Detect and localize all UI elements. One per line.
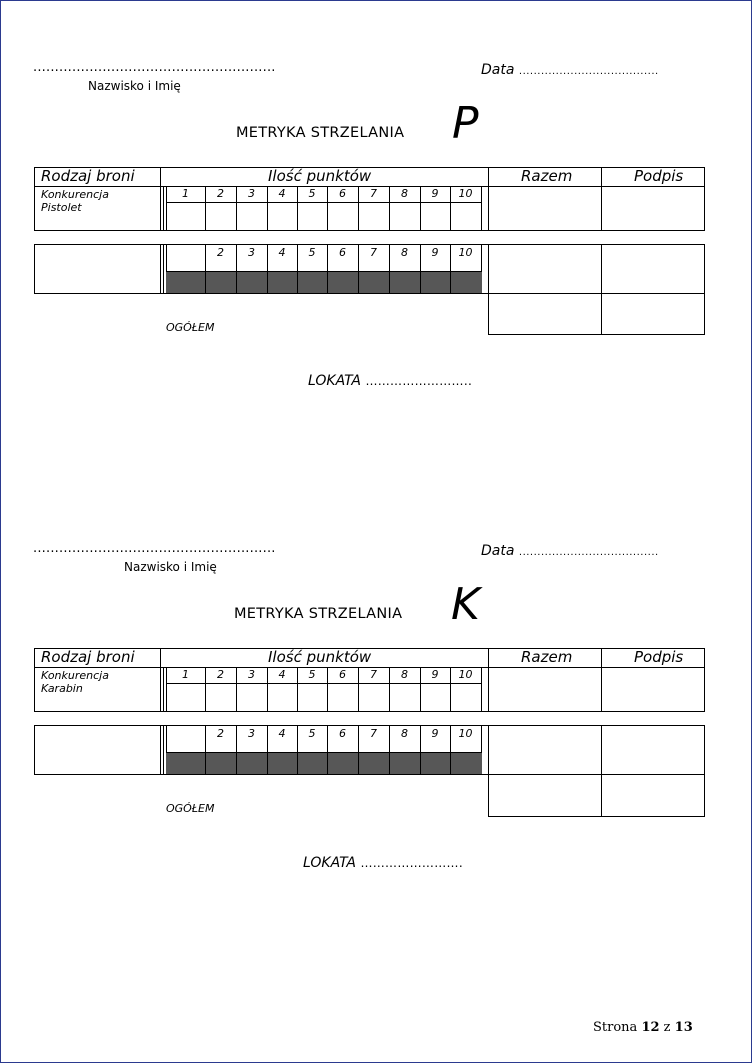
- ogolem-signature-cell[interactable]: [602, 294, 704, 334]
- date-label: Data: [481, 62, 515, 78]
- shot-number: 5: [308, 727, 316, 740]
- date-dots: ......................................: [518, 66, 659, 77]
- shot-number: 2: [217, 727, 224, 740]
- total-cell[interactable]: [489, 668, 600, 711]
- shot-score-cell[interactable]: [167, 684, 205, 711]
- form-letter: P: [452, 98, 479, 149]
- date-label: Data: [481, 543, 515, 559]
- shot-score-cell[interactable]: [298, 203, 327, 230]
- footer-page-number: 12: [641, 1020, 660, 1035]
- shot-number: 6: [339, 246, 346, 259]
- shot-score-cell[interactable]: [359, 684, 389, 711]
- lokata-label: LOKATA: [303, 855, 356, 871]
- date-dots: ......................................: [518, 547, 659, 558]
- shot-score-cell[interactable]: [206, 203, 236, 230]
- weapon-cell[interactable]: [35, 726, 159, 774]
- shot-number: 7: [370, 727, 377, 740]
- shot-number: 4: [278, 246, 286, 259]
- ogolem-label: OGÓŁEM: [166, 321, 215, 334]
- shaded-row: [166, 753, 482, 774]
- competition-value: Pistolet: [41, 201, 82, 214]
- lokata-dots: ……………………..: [365, 374, 473, 388]
- shot-score-cell[interactable]: [451, 684, 481, 711]
- total-cell-2[interactable]: [489, 726, 600, 774]
- form-title: METRYKA STRZELANIA: [236, 125, 405, 141]
- shot-score-cell[interactable]: [421, 684, 450, 711]
- shot-number: 10: [458, 727, 473, 740]
- weapon-cell[interactable]: [35, 245, 159, 293]
- shot-score-cell[interactable]: [167, 203, 205, 230]
- shot-number: 4: [278, 668, 286, 681]
- shaded-row: [166, 272, 482, 293]
- shot-score-cell[interactable]: [390, 203, 420, 230]
- shot-number: 7: [370, 187, 377, 200]
- shot-number: 10: [458, 187, 473, 200]
- shot-score-cell[interactable]: [206, 684, 236, 711]
- shot-number: 3: [248, 246, 255, 259]
- lokata-field[interactable]: [308, 373, 472, 389]
- date-field[interactable]: [481, 62, 659, 78]
- shot-number: 10: [458, 668, 473, 681]
- shot-number: 7: [370, 668, 377, 681]
- shot-score-cell[interactable]: [359, 203, 389, 230]
- shot-number: 3: [248, 668, 255, 681]
- form-letter: K: [451, 579, 480, 630]
- name-label: Nazwisko i Imię: [124, 560, 217, 574]
- footer-strona: Strona: [593, 1020, 638, 1035]
- shot-number: 5: [308, 668, 316, 681]
- shot-number: 8: [401, 668, 408, 681]
- lokata-dots: …………………….: [360, 856, 463, 870]
- header-signature: Podpis: [634, 648, 684, 666]
- ogolem-label: OGÓŁEM: [166, 802, 215, 815]
- ogolem-total-cell[interactable]: [489, 775, 600, 815]
- shot-number: 6: [339, 727, 346, 740]
- ogolem-signature-cell[interactable]: [602, 775, 704, 815]
- header-total: Razem: [521, 167, 573, 185]
- date-field[interactable]: [481, 543, 659, 559]
- shot-number: 6: [339, 187, 346, 200]
- signature-cell-2[interactable]: [602, 245, 704, 293]
- signature-cell[interactable]: [602, 187, 704, 230]
- shot-number: 3: [248, 727, 255, 740]
- shot-score-cell[interactable]: [268, 684, 297, 711]
- shot-score-cell[interactable]: [237, 203, 267, 230]
- shot-number: 9: [431, 246, 439, 259]
- shot-number: 5: [308, 187, 316, 200]
- name-dotted-line[interactable]: ........................................................: [33, 60, 276, 75]
- shot-number: 6: [339, 668, 346, 681]
- header-weapon: Rodzaj broni: [41, 167, 135, 185]
- shot-number: 1: [182, 187, 189, 200]
- total-cell-2[interactable]: [489, 245, 600, 293]
- shot-number: 7: [370, 246, 377, 259]
- shot-number: 4: [278, 187, 286, 200]
- form-title: METRYKA STRZELANIA: [234, 606, 403, 622]
- shot-number: 9: [431, 187, 439, 200]
- header-points: Ilość punktów: [268, 167, 372, 185]
- signature-cell[interactable]: [602, 668, 704, 711]
- shot-score-cell[interactable]: [328, 203, 358, 230]
- shot-number: 4: [278, 727, 286, 740]
- shot-score-cell[interactable]: [268, 203, 297, 230]
- shot-score-cell[interactable]: [237, 684, 267, 711]
- name-label: Nazwisko i Imię: [88, 79, 181, 93]
- competition-label: Konkurencja: [41, 188, 109, 201]
- shot-number: 8: [401, 246, 408, 259]
- shot-number: 2: [217, 187, 224, 200]
- shot-score-cell[interactable]: [451, 203, 481, 230]
- name-dotted-line[interactable]: ........................................................: [33, 541, 276, 556]
- shot-number: 3: [248, 187, 255, 200]
- shot-number: 9: [431, 727, 439, 740]
- header-signature: Podpis: [634, 167, 684, 185]
- shot-score-cell[interactable]: [421, 203, 450, 230]
- shot-number: 2: [217, 668, 224, 681]
- total-cell[interactable]: [489, 187, 600, 230]
- shot-score-cell[interactable]: [390, 684, 420, 711]
- shot-number: 8: [401, 187, 408, 200]
- shot-score-cell[interactable]: [298, 684, 327, 711]
- header-points: Ilość punktów: [268, 648, 372, 666]
- shot-number: 9: [431, 668, 439, 681]
- footer-z: z: [663, 1020, 671, 1035]
- shot-number: 1: [182, 668, 189, 681]
- header-weapon: Rodzaj broni: [41, 648, 135, 666]
- shot-number: 2: [217, 246, 224, 259]
- page-footer: [593, 1020, 693, 1035]
- competition-label: Konkurencja: [41, 669, 109, 682]
- header-total: Razem: [521, 648, 573, 666]
- competition-value: Karabin: [41, 682, 83, 695]
- ogolem-total-cell[interactable]: [489, 294, 600, 334]
- shot-number: 5: [308, 246, 316, 259]
- lokata-field[interactable]: [303, 855, 463, 871]
- footer-page-total: 13: [674, 1020, 693, 1035]
- lokata-label: LOKATA: [308, 373, 361, 389]
- signature-cell-2[interactable]: [602, 726, 704, 774]
- shot-number: 10: [458, 246, 473, 259]
- shot-score-cell[interactable]: [328, 684, 358, 711]
- shot-number: 8: [401, 727, 408, 740]
